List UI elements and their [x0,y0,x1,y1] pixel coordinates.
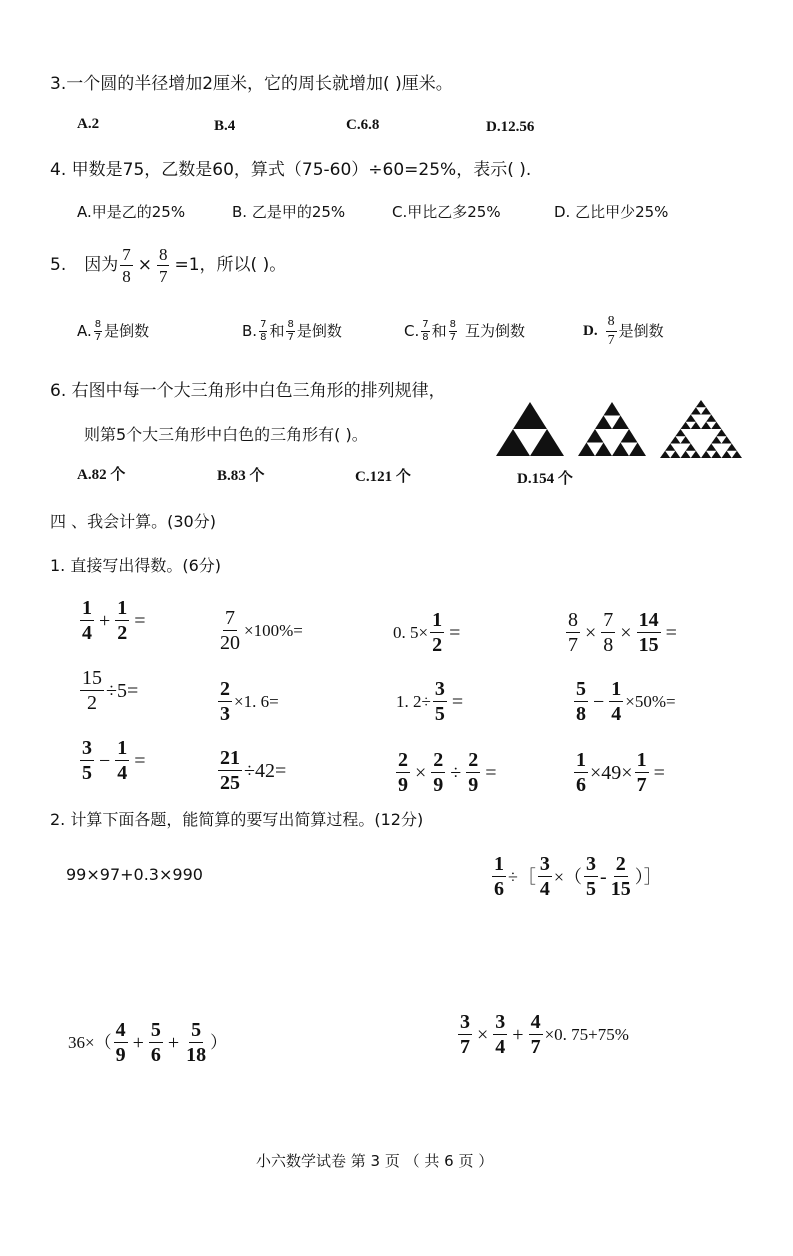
fraction: $\frac{7}{8}$ [122,245,131,286]
calc-r1c3: 0. 5× $\frac{1}{2}$ = [393,609,461,656]
fraction: $\frac{3}{5}$ [82,737,92,784]
fraction: $\frac{8}{7}$ [94,319,102,343]
q5-prefix: 因为 [84,255,119,275]
fraction: $\frac{1}{2}$ [117,597,128,644]
fraction: $\frac{2}{15}$ [610,853,631,900]
calc-r2c2: $\frac{2}{3}$ ×1. 6= [220,678,279,725]
q3-option-b: B.4 [214,118,236,134]
fraction: $\frac{3}{5}$ [586,853,597,900]
fraction: $\frac{8}{7}$ [568,609,578,656]
fraction: $\frac{3}{4}$ [539,853,550,900]
fraction: $\frac{21}{25}$ [220,747,240,794]
fraction: $\frac{4}{9}$ [115,1019,126,1066]
fraction: $\frac{5}{18}$ [186,1019,207,1066]
fraction: $\frac{7}{8}$ [422,319,429,343]
calc-problem-2: $\frac{1}{6}$ ÷［ $\frac{3}{4}$ ×（ $\frac{3}{5}$ - $\frac{2}{15}$ ）］ [494,853,662,900]
q6-option-b: B.83 个 [217,468,265,484]
q5-option-d: D. $\frac{8}{7}$ 是倒数 [583,314,664,348]
fraction: $\frac{7}{8}$ [260,319,267,343]
times-sign: × [137,255,152,275]
q4-option-c: C.甲比乙多25% [392,203,501,221]
fraction: $\frac{5}{6}$ [150,1019,161,1066]
section-4-title: 四 、我会计算。(30分) [50,512,216,531]
fraction: $\frac{2}{3}$ [220,678,230,725]
q5-number: 5. [50,255,67,275]
q4-option-d: D. 乙比甲少25% [554,203,669,221]
fraction: $\frac{5}{8}$ [576,678,586,725]
q6-line1: 6. 右图中每一个大三角形中白色三角形的排列规律， [50,381,446,401]
q3-option-d: D.12.56 [486,119,535,135]
q3-option-a: A.2 [77,116,100,132]
fraction: $\frac{3}{7}$ [460,1011,470,1058]
calc-problem-4: $\frac{3}{7}$ × $\frac{3}{4}$ + $\frac{4}{7}$ ×0. 75+75% [460,1011,629,1058]
q5-equals-one: =1 [174,255,200,275]
fraction: $\frac{8}{7}$ [449,319,457,343]
part-1-title: 1. 直接写出得数。(6分) [50,556,222,575]
q5-option-a: A. $\frac{8}{7}$ 是倒数 [77,319,150,343]
fraction: $\frac{14}{15}$ [638,609,659,656]
triangle-figure-2 [578,402,646,456]
fraction: $\frac{2}{9}$ [398,749,408,796]
fraction: $\frac{8}{7}$ [607,314,615,348]
calc-r1c4: $\frac{8}{7}$ × $\frac{7}{8}$ × $\frac{14}{15}$ = [568,609,677,656]
calc-r3c3: $\frac{2}{9}$ × $\frac{2}{9}$ ÷ $\frac{2}{9}$ = [398,749,497,796]
fraction: $\frac{4}{7}$ [530,1011,541,1058]
q3-option-c: C.6.8 [346,117,380,133]
calc-r2c4: $\frac{5}{8}$ − $\frac{1}{4}$ ×50%= [576,678,676,725]
fraction: $\frac{1}{2}$ [432,609,443,656]
fraction: $\frac{8}{7}$ [287,319,294,343]
fraction: $\frac{2}{9}$ [433,749,444,796]
q4-option-b: B. 乙是甲的25% [232,203,346,221]
q6-line2: 则第5个大三角形中白色的三角形有( )。 [84,425,368,444]
fraction: $\frac{1}{4}$ [611,678,622,725]
q5-suffix: ，所以( )。 [199,255,287,275]
calc-r3c4: $\frac{1}{6}$ ×49× $\frac{1}{7}$ = [576,749,665,796]
fraction: $\frac{1}{6}$ [494,853,504,900]
fraction: $\frac{1}{4}$ [117,737,128,784]
q6-option-c: C.121 个 [355,469,411,485]
calc-r3c1: $\frac{3}{5}$ − $\frac{1}{4}$ = [82,737,146,784]
fraction: $\frac{1}{7}$ [636,749,647,796]
fraction: $\frac{3}{4}$ [495,1011,506,1058]
fraction: $\frac{1}{6}$ [576,749,586,796]
page-footer: 小六数学试卷 第 3 页 （ 共 6 页 ） [256,1152,494,1170]
triangle-figure-1 [496,402,564,456]
q6-option-a: A.82 个 [77,467,126,483]
calc-r2c3: 1. 2÷ $\frac{3}{5}$ = [396,678,464,725]
fraction: $\frac{7}{20}$ [220,607,240,654]
fraction: $\frac{1}{4}$ [82,597,92,644]
fraction: $\frac{7}{8}$ [603,609,614,656]
triangle-figure-3 [660,400,742,458]
q4-option-a: A.甲是乙的25% [77,203,186,221]
q5-option-b: B. $\frac{7}{8}$ 和 $\frac{8}{7}$ 是倒数 [242,319,342,343]
fraction: $\frac{2}{9}$ [468,749,479,796]
q4-stem: 4. 甲数是75，乙数是60，算式（75-60）÷60=25%，表示( ). [50,160,532,180]
q5-option-c: C. $\frac{7}{8}$ 和 $\frac{8}{7}$ 互为倒数 [404,319,526,343]
calc-r3c2: $\frac{21}{25}$ ÷42= [220,747,287,794]
part-2-title: 2. 计算下面各题，能简算的要写出简算过程。(12分) [50,810,424,829]
fraction: $\frac{8}{7}$ [158,245,168,286]
calc-r1c2: $\frac{7}{20}$ ×100%= [220,607,303,654]
calc-problem-3: 36×（ $\frac{4}{9}$ + $\frac{5}{6}$ + $\frac{5}{18}$ ） [68,1019,228,1066]
q5-stem [50,246,286,285]
q3-stem: 3.一个圆的半径增加2厘米，它的周长就增加( )厘米。 [50,74,453,94]
calc-problem-1: 99×97+0.3×990 [66,865,203,884]
fraction: $\frac{15}{2}$ [82,667,102,714]
fraction: $\frac{3}{5}$ [434,678,445,725]
calc-r2c1: $\frac{15}{2}$ ÷5= [82,667,139,714]
calc-r1c1: $\frac{1}{4}$ + $\frac{1}{2}$ = [82,597,146,644]
q6-option-d: D.154 个 [517,471,573,487]
